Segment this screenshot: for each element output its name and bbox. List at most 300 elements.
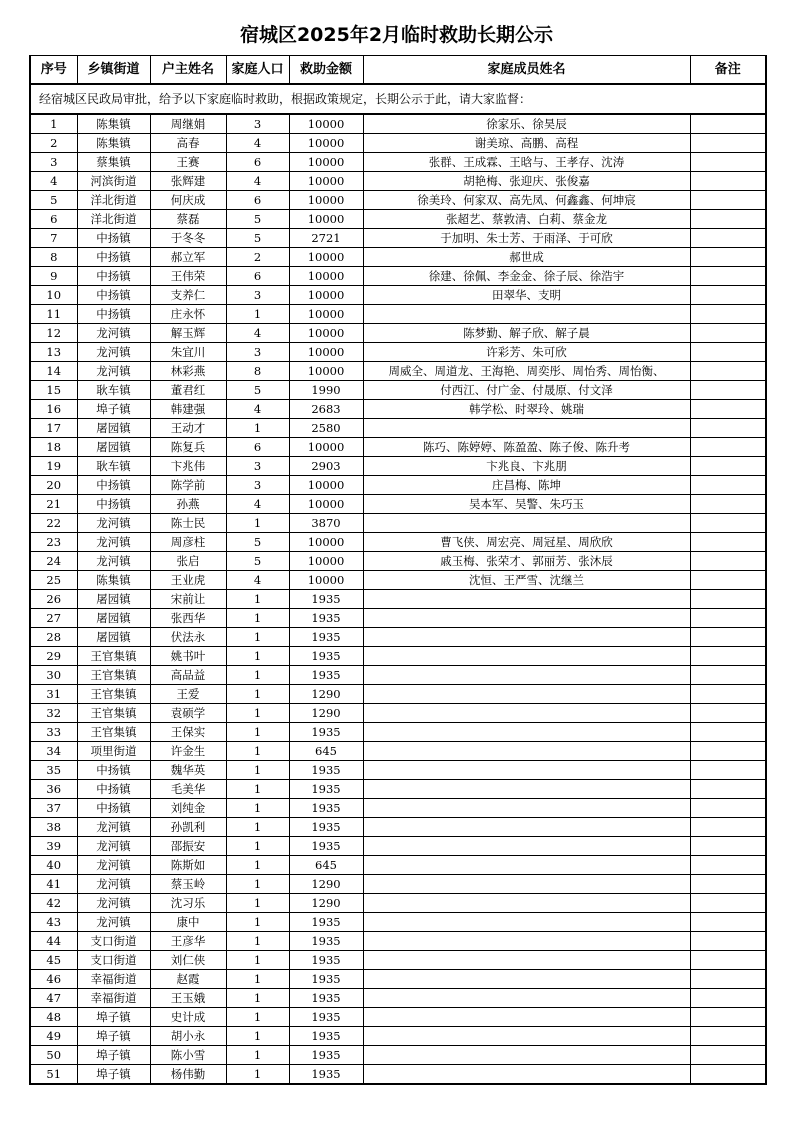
cell-no: 9 [30, 267, 77, 286]
cell-no: 11 [30, 305, 77, 324]
cell-remark [690, 875, 766, 894]
cell-size: 2 [226, 248, 289, 267]
cell-head: 王彦华 [150, 932, 226, 951]
cell-size: 1 [226, 1008, 289, 1027]
cell-town: 陈集镇 [77, 134, 150, 153]
cell-size: 4 [226, 400, 289, 419]
cell-amount: 10000 [289, 191, 363, 210]
cell-no: 29 [30, 647, 77, 666]
cell-no: 26 [30, 590, 77, 609]
cell-members: 徐美玲、何家双、高先凤、何鑫鑫、何坤宸 [363, 191, 690, 210]
cell-members [363, 761, 690, 780]
cell-remark [690, 343, 766, 362]
table-row [30, 172, 766, 191]
notice-text: 经宿城区民政局审批，给予以下家庭临时救助，根据政策规定，长期公示于此，请大家监督： [30, 84, 766, 114]
cell-head: 赵霞 [150, 970, 226, 989]
cell-town: 王官集镇 [77, 704, 150, 723]
cell-no: 40 [30, 856, 77, 875]
cell-size: 5 [226, 229, 289, 248]
cell-members: 胡艳梅、张迎庆、张俊嘉 [363, 172, 690, 191]
cell-size: 4 [226, 134, 289, 153]
notice-row [30, 84, 766, 114]
cell-head: 陈学前 [150, 476, 226, 495]
cell-no: 43 [30, 913, 77, 932]
table-row [30, 628, 766, 647]
cell-town: 支口街道 [77, 932, 150, 951]
table-row [30, 134, 766, 153]
table-row [30, 153, 766, 172]
cell-remark [690, 1008, 766, 1027]
cell-head: 刘纯金 [150, 799, 226, 818]
cell-no: 38 [30, 818, 77, 837]
cell-size: 1 [226, 951, 289, 970]
cell-members: 沈恒、王严雪、沈继兰 [363, 571, 690, 590]
cell-remark [690, 400, 766, 419]
table-row [30, 400, 766, 419]
cell-no: 8 [30, 248, 77, 267]
cell-members [363, 305, 690, 324]
cell-members: 戚玉梅、张荣才、郭丽芳、张沐辰 [363, 552, 690, 571]
cell-amount: 10000 [289, 153, 363, 172]
table-row [30, 704, 766, 723]
cell-town: 陈集镇 [77, 571, 150, 590]
cell-amount: 10000 [289, 362, 363, 381]
table-row [30, 1008, 766, 1027]
cell-remark [690, 894, 766, 913]
cell-remark [690, 1046, 766, 1065]
cell-members [363, 666, 690, 685]
cell-town: 项里街道 [77, 742, 150, 761]
cell-members [363, 780, 690, 799]
cell-town: 王官集镇 [77, 666, 150, 685]
cell-no: 1 [30, 114, 77, 134]
table-row [30, 533, 766, 552]
cell-head: 卞兆伟 [150, 457, 226, 476]
cell-town: 龙河镇 [77, 343, 150, 362]
table-row [30, 932, 766, 951]
cell-head: 王动才 [150, 419, 226, 438]
cell-no: 24 [30, 552, 77, 571]
cell-no: 46 [30, 970, 77, 989]
table-row [30, 723, 766, 742]
cell-size: 1 [226, 761, 289, 780]
cell-amount: 10000 [289, 533, 363, 552]
cell-size: 3 [226, 286, 289, 305]
cell-town: 龙河镇 [77, 875, 150, 894]
cell-remark [690, 932, 766, 951]
cell-head: 蔡磊 [150, 210, 226, 229]
cell-town: 中扬镇 [77, 761, 150, 780]
cell-members: 韩学松、时翠玲、姚瑞 [363, 400, 690, 419]
cell-remark [690, 438, 766, 457]
cell-size: 1 [226, 894, 289, 913]
cell-head: 王保实 [150, 723, 226, 742]
cell-members [363, 970, 690, 989]
cell-amount: 1935 [289, 970, 363, 989]
table-row [30, 818, 766, 837]
cell-members [363, 1046, 690, 1065]
cell-members: 许彩芳、朱可欣 [363, 343, 690, 362]
cell-remark [690, 609, 766, 628]
cell-amount: 10000 [289, 134, 363, 153]
cell-no: 18 [30, 438, 77, 457]
cell-members: 付西江、付广金、付晟原、付文泽 [363, 381, 690, 400]
cell-no: 6 [30, 210, 77, 229]
cell-amount: 1935 [289, 628, 363, 647]
cell-no: 13 [30, 343, 77, 362]
cell-no: 17 [30, 419, 77, 438]
cell-size: 1 [226, 875, 289, 894]
cell-no: 33 [30, 723, 77, 742]
cell-town: 洋北街道 [77, 210, 150, 229]
cell-members: 徐家乐、徐昊辰 [363, 114, 690, 134]
cell-no: 31 [30, 685, 77, 704]
cell-size: 3 [226, 343, 289, 362]
cell-size: 1 [226, 590, 289, 609]
cell-amount: 1935 [289, 932, 363, 951]
header-amount: 救助金额 [289, 56, 363, 85]
cell-town: 中扬镇 [77, 267, 150, 286]
cell-head: 支养仁 [150, 286, 226, 305]
cell-town: 中扬镇 [77, 799, 150, 818]
cell-head: 林彩燕 [150, 362, 226, 381]
cell-remark [690, 837, 766, 856]
table-row [30, 951, 766, 970]
cell-no: 48 [30, 1008, 77, 1027]
table-row [30, 419, 766, 438]
cell-amount: 10000 [289, 248, 363, 267]
cell-no: 42 [30, 894, 77, 913]
cell-no: 32 [30, 704, 77, 723]
cell-head: 郝立军 [150, 248, 226, 267]
cell-members: 张超艺、蔡敦清、白莉、蔡金龙 [363, 210, 690, 229]
cell-remark [690, 647, 766, 666]
cell-head: 于冬冬 [150, 229, 226, 248]
cell-town: 埠子镇 [77, 1008, 150, 1027]
cell-members [363, 647, 690, 666]
cell-amount: 1935 [289, 647, 363, 666]
cell-amount: 1290 [289, 704, 363, 723]
cell-size: 1 [226, 970, 289, 989]
table-row [30, 970, 766, 989]
cell-members [363, 894, 690, 913]
cell-head: 张辉建 [150, 172, 226, 191]
table-row [30, 191, 766, 210]
cell-head: 姚书叶 [150, 647, 226, 666]
cell-size: 1 [226, 723, 289, 742]
cell-head: 陈复兵 [150, 438, 226, 457]
cell-town: 埠子镇 [77, 400, 150, 419]
table-row [30, 837, 766, 856]
cell-members [363, 609, 690, 628]
cell-amount: 1290 [289, 894, 363, 913]
table-row [30, 324, 766, 343]
cell-no: 14 [30, 362, 77, 381]
cell-no: 7 [30, 229, 77, 248]
cell-town: 中扬镇 [77, 229, 150, 248]
cell-amount: 10000 [289, 571, 363, 590]
cell-town: 龙河镇 [77, 913, 150, 932]
cell-remark [690, 704, 766, 723]
cell-town: 王官集镇 [77, 647, 150, 666]
cell-amount: 1935 [289, 1027, 363, 1046]
cell-town: 龙河镇 [77, 362, 150, 381]
cell-amount: 2683 [289, 400, 363, 419]
table-row [30, 552, 766, 571]
table-row [30, 343, 766, 362]
cell-amount: 10000 [289, 552, 363, 571]
cell-no: 35 [30, 761, 77, 780]
cell-members [363, 875, 690, 894]
header-town: 乡镇街道 [77, 56, 150, 85]
cell-head: 周继娟 [150, 114, 226, 134]
cell-head: 解玉辉 [150, 324, 226, 343]
cell-members: 庄昌梅、陈坤 [363, 476, 690, 495]
cell-size: 1 [226, 989, 289, 1008]
cell-size: 3 [226, 476, 289, 495]
cell-no: 49 [30, 1027, 77, 1046]
cell-members: 陈梦勤、解子欣、解子晨 [363, 324, 690, 343]
cell-members: 郝世成 [363, 248, 690, 267]
cell-head: 张西华 [150, 609, 226, 628]
cell-town: 幸福街道 [77, 970, 150, 989]
cell-size: 4 [226, 495, 289, 514]
cell-no: 2 [30, 134, 77, 153]
cell-head: 董君红 [150, 381, 226, 400]
cell-head: 朱宜川 [150, 343, 226, 362]
table-row [30, 210, 766, 229]
cell-remark [690, 666, 766, 685]
cell-remark [690, 248, 766, 267]
cell-amount: 1290 [289, 685, 363, 704]
cell-town: 耿车镇 [77, 381, 150, 400]
header-members: 家庭成员姓名 [363, 56, 690, 85]
cell-amount: 1935 [289, 761, 363, 780]
table-row [30, 114, 766, 134]
cell-size: 1 [226, 305, 289, 324]
cell-size: 1 [226, 514, 289, 533]
table-row [30, 742, 766, 761]
cell-remark [690, 780, 766, 799]
cell-amount: 1935 [289, 799, 363, 818]
table-row [30, 1046, 766, 1065]
header-size: 家庭人口 [226, 56, 289, 85]
cell-amount: 10000 [289, 286, 363, 305]
cell-amount: 645 [289, 856, 363, 875]
cell-town: 埠子镇 [77, 1046, 150, 1065]
cell-head: 周彦柱 [150, 533, 226, 552]
cell-amount: 2580 [289, 419, 363, 438]
cell-members: 曹飞侠、周宏亮、周冠星、周欣欣 [363, 533, 690, 552]
cell-members [363, 913, 690, 932]
cell-members [363, 837, 690, 856]
cell-size: 3 [226, 457, 289, 476]
cell-remark [690, 305, 766, 324]
cell-members [363, 856, 690, 875]
table-row [30, 457, 766, 476]
cell-amount: 10000 [289, 114, 363, 134]
cell-amount: 1935 [289, 666, 363, 685]
cell-remark [690, 324, 766, 343]
cell-size: 1 [226, 837, 289, 856]
cell-town: 蔡集镇 [77, 153, 150, 172]
cell-remark [690, 514, 766, 533]
cell-town: 中扬镇 [77, 780, 150, 799]
cell-head: 蔡玉岭 [150, 875, 226, 894]
cell-town: 陈集镇 [77, 114, 150, 134]
cell-amount: 10000 [289, 210, 363, 229]
cell-amount: 10000 [289, 172, 363, 191]
cell-remark [690, 114, 766, 134]
header-head: 户主姓名 [150, 56, 226, 85]
cell-head: 高春 [150, 134, 226, 153]
table-row [30, 1065, 766, 1085]
cell-town: 王官集镇 [77, 685, 150, 704]
table-row [30, 1027, 766, 1046]
cell-remark [690, 723, 766, 742]
cell-no: 34 [30, 742, 77, 761]
cell-town: 中扬镇 [77, 248, 150, 267]
cell-town: 耿车镇 [77, 457, 150, 476]
cell-head: 王爱 [150, 685, 226, 704]
cell-amount: 2721 [289, 229, 363, 248]
cell-members [363, 818, 690, 837]
cell-no: 45 [30, 951, 77, 970]
cell-town: 中扬镇 [77, 476, 150, 495]
cell-remark [690, 381, 766, 400]
table-row [30, 514, 766, 533]
cell-remark [690, 970, 766, 989]
cell-amount: 10000 [289, 267, 363, 286]
cell-size: 1 [226, 932, 289, 951]
cell-amount: 1935 [289, 951, 363, 970]
cell-remark [690, 761, 766, 780]
cell-size: 1 [226, 913, 289, 932]
cell-amount: 1935 [289, 913, 363, 932]
cell-remark [690, 191, 766, 210]
cell-amount: 1935 [289, 609, 363, 628]
cell-members [363, 723, 690, 742]
cell-no: 5 [30, 191, 77, 210]
cell-amount: 10000 [289, 343, 363, 362]
cell-remark [690, 362, 766, 381]
cell-size: 5 [226, 552, 289, 571]
cell-head: 孙燕 [150, 495, 226, 514]
cell-members [363, 1027, 690, 1046]
cell-size: 1 [226, 818, 289, 837]
cell-town: 幸福街道 [77, 989, 150, 1008]
cell-town: 洋北街道 [77, 191, 150, 210]
cell-remark [690, 799, 766, 818]
cell-no: 19 [30, 457, 77, 476]
cell-town: 支口街道 [77, 951, 150, 970]
cell-remark [690, 476, 766, 495]
cell-head: 刘仁侠 [150, 951, 226, 970]
table-row [30, 609, 766, 628]
cell-head: 陈小雪 [150, 1046, 226, 1065]
cell-remark [690, 533, 766, 552]
cell-amount: 1935 [289, 780, 363, 799]
table-row [30, 761, 766, 780]
cell-no: 39 [30, 837, 77, 856]
cell-members [363, 514, 690, 533]
table-row [30, 647, 766, 666]
cell-members: 于加明、朱士芳、于雨泽、于可欣 [363, 229, 690, 248]
table-row [30, 856, 766, 875]
cell-amount: 2903 [289, 457, 363, 476]
cell-town: 屠园镇 [77, 628, 150, 647]
cell-town: 中扬镇 [77, 495, 150, 514]
cell-town: 王官集镇 [77, 723, 150, 742]
cell-size: 1 [226, 1046, 289, 1065]
cell-head: 韩建强 [150, 400, 226, 419]
cell-town: 龙河镇 [77, 856, 150, 875]
cell-no: 28 [30, 628, 77, 647]
cell-head: 王伟荣 [150, 267, 226, 286]
cell-size: 6 [226, 191, 289, 210]
cell-size: 1 [226, 666, 289, 685]
cell-head: 袁硕学 [150, 704, 226, 723]
table-body [30, 114, 766, 1084]
cell-members [363, 951, 690, 970]
cell-head: 胡小永 [150, 1027, 226, 1046]
cell-remark [690, 267, 766, 286]
cell-head: 毛美华 [150, 780, 226, 799]
cell-head: 许金生 [150, 742, 226, 761]
cell-town: 龙河镇 [77, 533, 150, 552]
cell-no: 15 [30, 381, 77, 400]
cell-amount: 1935 [289, 818, 363, 837]
cell-size: 5 [226, 210, 289, 229]
table-row [30, 381, 766, 400]
cell-head: 沈习乐 [150, 894, 226, 913]
cell-remark [690, 951, 766, 970]
table-row [30, 875, 766, 894]
cell-head: 庄永怀 [150, 305, 226, 324]
cell-head: 何庆成 [150, 191, 226, 210]
cell-size: 1 [226, 647, 289, 666]
cell-members [363, 419, 690, 438]
cell-amount: 1935 [289, 1046, 363, 1065]
table-row [30, 666, 766, 685]
cell-remark [690, 552, 766, 571]
table-row [30, 305, 766, 324]
cell-head: 杨伟勤 [150, 1065, 226, 1085]
cell-size: 1 [226, 856, 289, 875]
cell-amount: 10000 [289, 324, 363, 343]
cell-members [363, 628, 690, 647]
cell-no: 21 [30, 495, 77, 514]
cell-no: 10 [30, 286, 77, 305]
cell-town: 中扬镇 [77, 305, 150, 324]
cell-amount: 1935 [289, 837, 363, 856]
cell-size: 4 [226, 172, 289, 191]
cell-no: 50 [30, 1046, 77, 1065]
cell-head: 陈士民 [150, 514, 226, 533]
table-row [30, 495, 766, 514]
cell-amount: 1290 [289, 875, 363, 894]
cell-no: 36 [30, 780, 77, 799]
cell-members [363, 590, 690, 609]
cell-remark [690, 457, 766, 476]
cell-remark [690, 856, 766, 875]
cell-members [363, 685, 690, 704]
table-row [30, 286, 766, 305]
cell-no: 3 [30, 153, 77, 172]
cell-head: 史计成 [150, 1008, 226, 1027]
cell-amount: 1935 [289, 1008, 363, 1027]
page-title: 宿城区2025年2月临时救助长期公示 [239, 24, 554, 46]
